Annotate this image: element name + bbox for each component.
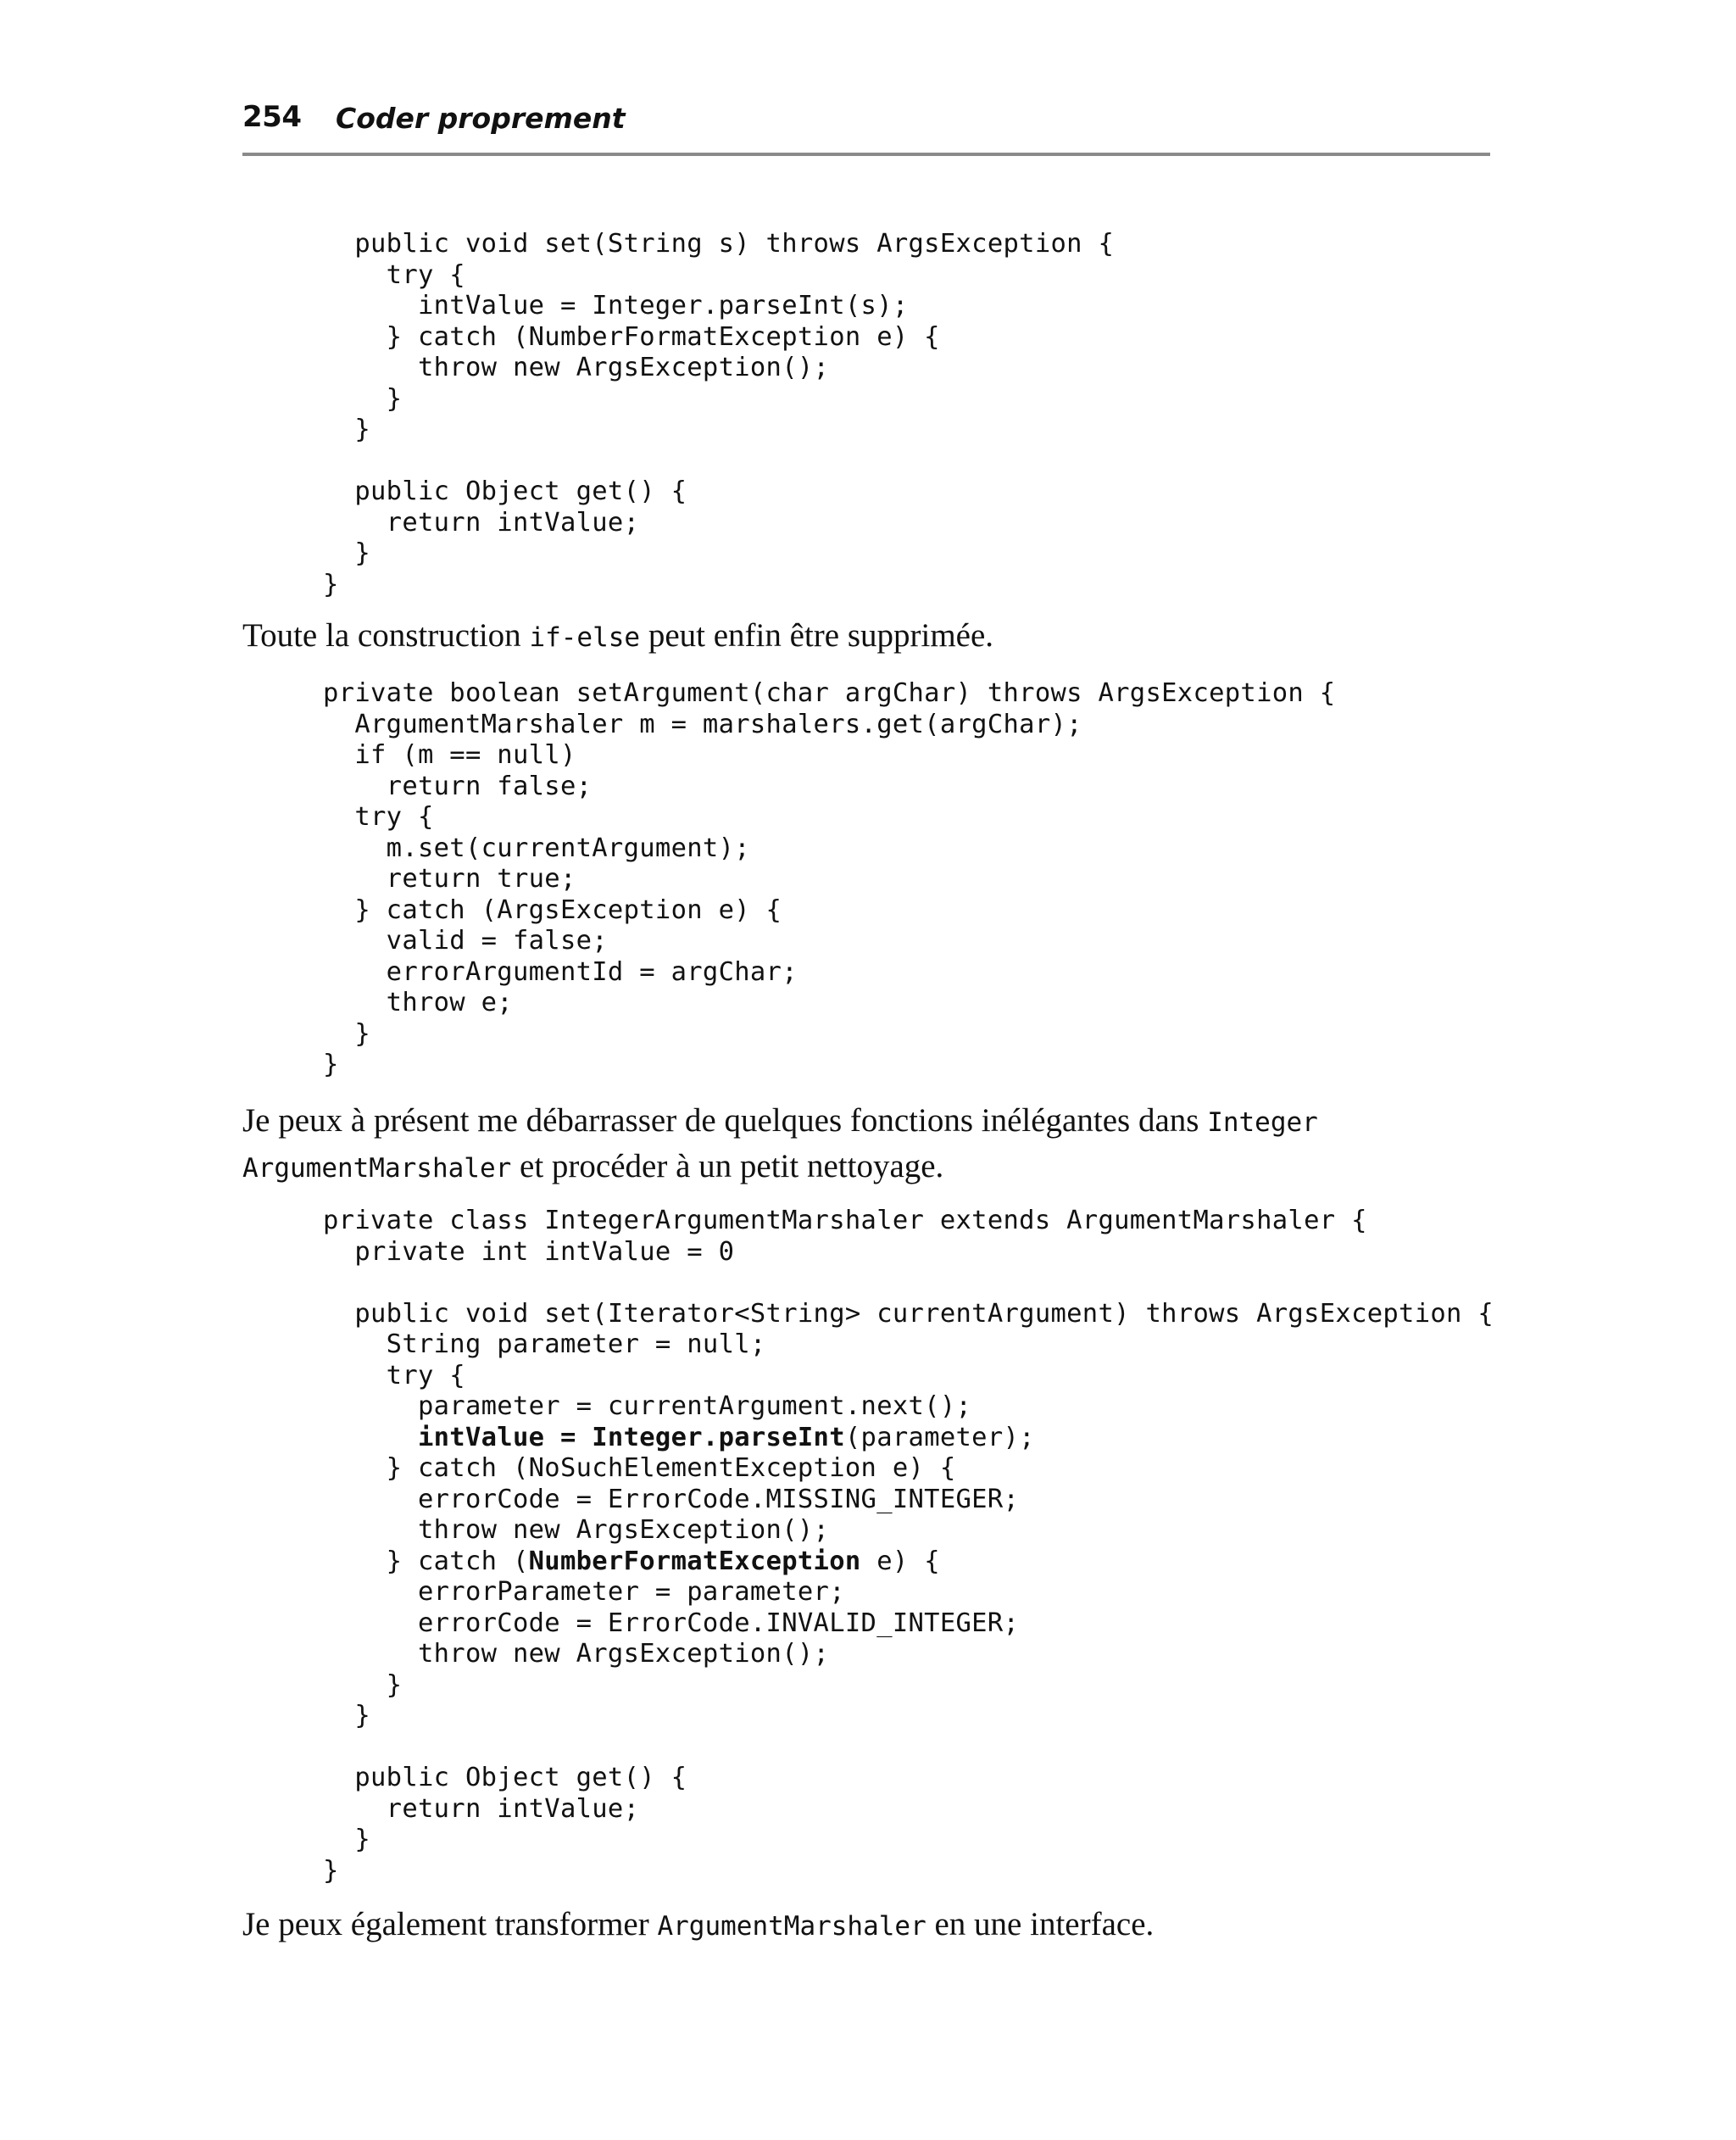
code-listing-int-marshaler-methods bbox=[323, 229, 1114, 600]
code-line: if (m == null) bbox=[323, 740, 576, 770]
code-line: } bbox=[323, 1018, 370, 1049]
inline-code: Integer bbox=[1207, 1107, 1318, 1138]
code-line: return intValue; bbox=[323, 507, 640, 538]
bold-code: NumberFormatException bbox=[528, 1546, 861, 1576]
inline-code: ArgumentMarshaler bbox=[242, 1153, 512, 1184]
paragraph-text: Toute la construction bbox=[242, 617, 530, 654]
code-line: public void set(String s) throws ArgsException { bbox=[323, 229, 1115, 259]
paragraph-if-else bbox=[242, 614, 1472, 660]
code-line: return true; bbox=[323, 864, 576, 894]
code-line: throw new ArgsException(); bbox=[323, 1639, 830, 1669]
running-title: Coder proprement bbox=[336, 102, 626, 135]
code-line bbox=[323, 446, 1114, 477]
code-line bbox=[323, 1268, 1494, 1299]
code-line: valid = false; bbox=[323, 926, 608, 956]
code-line: errorArgumentId = argChar; bbox=[323, 956, 798, 987]
paragraph-interface bbox=[242, 1903, 1472, 1948]
code-line: } bbox=[323, 1701, 370, 1730]
paragraph-text: Je peux à présent me débarrasser de quelques fonctions inélégantes dans bbox=[242, 1102, 1208, 1139]
code-line: intValue = Integer.parseInt(s); bbox=[323, 291, 909, 320]
code-line: } bbox=[323, 415, 370, 444]
paragraph-text: et procéder à un petit nettoyage. bbox=[511, 1148, 944, 1184]
code-line: try { bbox=[323, 1360, 465, 1390]
code-line: return intValue; bbox=[323, 1793, 640, 1824]
paragraph-cleanup bbox=[242, 1099, 1472, 1190]
code-line bbox=[323, 1732, 1494, 1764]
code-line: } catch (ArgsException e) { bbox=[323, 894, 782, 925]
inline-code: if-else bbox=[529, 622, 641, 653]
code-line: private boolean setArgument(char argChar) throws ArgsException { bbox=[323, 678, 1336, 708]
code-line: } bbox=[323, 1825, 370, 1854]
paragraph-text: Je peux également transformer bbox=[242, 1906, 658, 1942]
code-line: try { bbox=[323, 802, 434, 832]
code-line: throw e; bbox=[323, 988, 513, 1017]
code-line: } bbox=[323, 1669, 403, 1700]
page-header bbox=[242, 100, 1490, 156]
code-line: errorCode = ErrorCode.MISSING_INTEGER; bbox=[323, 1484, 1020, 1514]
code-line: } bbox=[323, 1855, 339, 1886]
code-line: throw new ArgsException(); bbox=[323, 1515, 830, 1545]
page-number: 254 bbox=[242, 100, 302, 134]
code-text: e) { bbox=[860, 1546, 940, 1576]
code-line: } catch (NoSuchElementException e) { bbox=[323, 1453, 956, 1483]
inline-code: ArgumentMarshaler bbox=[657, 1911, 926, 1942]
code-line: ArgumentMarshaler m = marshalers.get(argChar); bbox=[323, 709, 1082, 739]
code-line: public void set(Iterator<String> currentArgument) throws ArgsException { bbox=[323, 1298, 1494, 1329]
code-line: private int intValue = 0 bbox=[323, 1236, 735, 1267]
code-line: } bbox=[323, 538, 370, 568]
code-line: } bbox=[323, 1050, 339, 1079]
code-text: (parameter); bbox=[844, 1422, 1035, 1452]
code-line: parameter = currentArgument.next(); bbox=[323, 1391, 972, 1421]
code-line: throw new ArgsException(); bbox=[323, 353, 830, 382]
bold-code: intValue = Integer.parseInt bbox=[323, 1422, 845, 1452]
code-line: m.set(currentArgument); bbox=[323, 833, 750, 863]
paragraph-text: peut enfin être supprimée. bbox=[640, 617, 994, 654]
code-line: public Object get() { bbox=[323, 476, 687, 506]
code-listing-integer-argument-marshaler bbox=[323, 1206, 1494, 1886]
code-line: String parameter = null; bbox=[323, 1329, 766, 1359]
code-line: } bbox=[323, 383, 403, 414]
code-line-highlighted bbox=[323, 1423, 1494, 1454]
code-line: try { bbox=[323, 259, 465, 290]
code-line: private class IntegerArgumentMarshaler extends ArgumentMarshaler { bbox=[323, 1206, 1367, 1235]
code-listing-set-argument bbox=[323, 678, 1335, 1081]
code-line: } catch (NumberFormatException e) { bbox=[323, 321, 940, 352]
code-line: errorParameter = parameter; bbox=[323, 1577, 845, 1607]
paragraph-text: en une interface. bbox=[926, 1906, 1155, 1942]
code-line: errorCode = ErrorCode.INVALID_INTEGER; bbox=[323, 1608, 1020, 1638]
code-line: public Object get() { bbox=[323, 1763, 687, 1792]
code-line: } bbox=[323, 569, 339, 599]
code-line: return false; bbox=[323, 771, 593, 801]
code-line-highlighted bbox=[323, 1546, 1494, 1578]
code-text: } catch ( bbox=[323, 1546, 529, 1576]
